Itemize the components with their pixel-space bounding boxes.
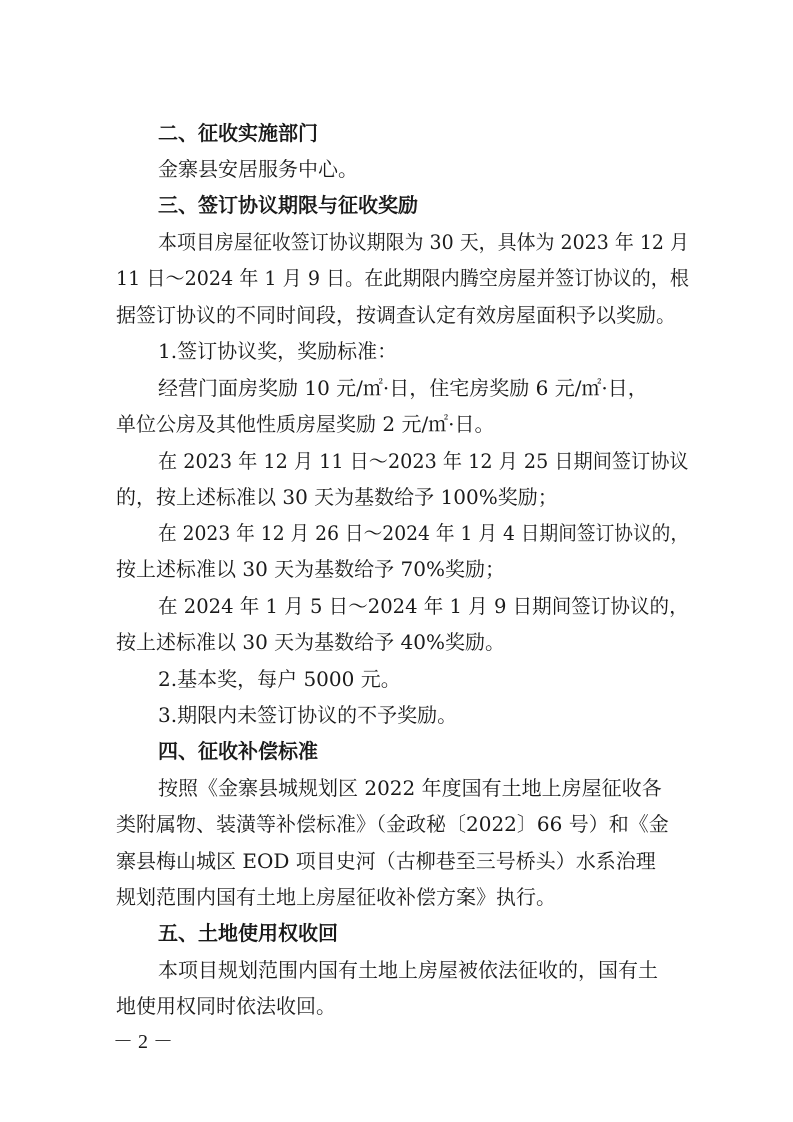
section-heading-2: 二、征收实施部门	[158, 121, 318, 145]
paragraph-line: 的，按上述标准以 30 天为基数给予 100%奖励；	[116, 485, 558, 509]
paragraph-line: 寨县梅山城区 EOD 项目史河（古柳巷至三号桥头）水系治理	[116, 849, 656, 873]
section-heading-5: 五、土地使用权收回	[158, 921, 338, 945]
paragraph-line: 按上述标准以 30 天为基数给予 70%奖励；	[116, 557, 505, 581]
paragraph-line: 地使用权同时依法收回。	[116, 994, 336, 1018]
paragraph-line: 在 2023 年 12 月 11 日～2023 年 12 月 25 日期间签订协议	[158, 449, 689, 473]
paragraph-line: 1.签订协议奖，奖励标准：	[158, 339, 398, 363]
paragraph-line: 经营门面房奖励 10 元/㎡·日，住宅房奖励 6 元/㎡·日，	[158, 376, 648, 400]
paragraph-line: 在 2024 年 1 月 5 日～2024 年 1 月 9 日期间签订协议的，	[158, 594, 689, 618]
paragraph-line: 3.期限内未签订协议的不予奖励。	[158, 703, 458, 727]
paragraph-line: 11 日～2024 年 1 月 9 日。在此期限内腾空房屋并签订协议的，根	[116, 266, 689, 290]
paragraph-line: 单位公房及其他性质房屋奖励 2 元/㎡·日。	[116, 412, 495, 436]
paragraph-line: 规划范围内国有土地上房屋征收补偿方案》执行。	[116, 885, 556, 909]
paragraph-line: 金寨县安居服务中心。	[158, 157, 358, 181]
paragraph-line: 本项目房屋征收签订协议期限为 30 天，具体为 2023 年 12 月	[158, 230, 689, 254]
page-number: － 2 －	[113, 1031, 173, 1053]
paragraph-line: 类附属物、装潢等补偿标准》（金政秘〔2022〕66 号）和《金	[116, 812, 669, 836]
paragraph-line: 本项目规划范围内国有土地上房屋被依法征收的，国有土	[158, 958, 658, 982]
section-heading-4: 四、征收补偿标准	[158, 739, 318, 763]
paragraph-line: 2.基本奖，每户 5000 元。	[158, 667, 401, 691]
paragraph-line: 按照《金寨县城规划区 2022 年度国有土地上房屋征收各	[158, 776, 662, 800]
paragraph-line: 据签订协议的不同时间段，按调查认定有效房屋面积予以奖励。	[116, 303, 676, 327]
paragraph-line: 按上述标准以 30 天为基数给予 40%奖励。	[116, 630, 505, 654]
section-heading-3: 三、签订协议期限与征收奖励	[158, 193, 418, 217]
paragraph-line: 在 2023 年 12 月 26 日～2024 年 1 月 4 日期间签订协议的，	[158, 521, 690, 545]
